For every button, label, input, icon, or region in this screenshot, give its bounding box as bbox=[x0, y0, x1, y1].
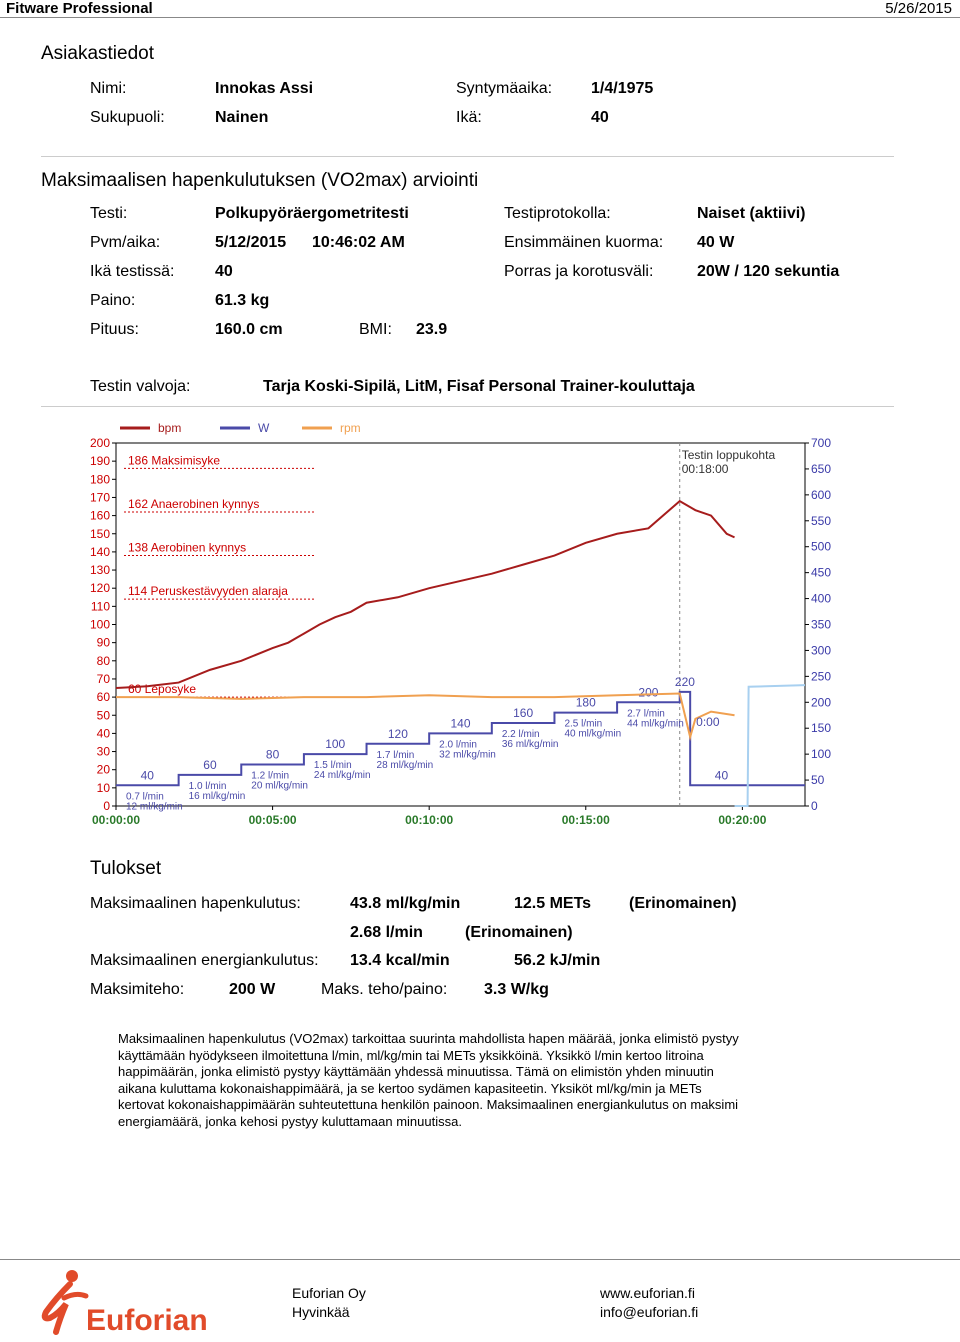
footer-company: Euforian Oy bbox=[292, 1285, 366, 1301]
right-tick-label: 200 bbox=[811, 695, 832, 710]
vo2-annotation-lmin: 0.7 l/min bbox=[126, 791, 164, 803]
test-chart bbox=[80, 415, 840, 835]
name-value: Innokas Assi bbox=[215, 80, 314, 97]
left-tick-label: 90 bbox=[96, 635, 110, 650]
end-value-label: 0:00 bbox=[696, 714, 720, 729]
footer-divider bbox=[0, 1259, 960, 1260]
kcal-value: 13.4 kcal/min bbox=[350, 952, 450, 969]
watt-step-label: 80 bbox=[265, 747, 280, 762]
zone-label: 114 Peruskestävyyden alaraja bbox=[128, 584, 288, 599]
left-tick-label: 200 bbox=[89, 436, 110, 450]
first-load-value: 40 W bbox=[697, 234, 735, 251]
explanation-line: energiamäärä, jonka kehosi pystyy kuluttamaan minuutissa. bbox=[118, 1113, 462, 1129]
step-value: 20W / 120 sekuntia bbox=[697, 263, 840, 280]
watt-step-label: 200 bbox=[638, 685, 659, 700]
vo2-annotation-mlkg: 32 ml/kg/min bbox=[439, 749, 496, 761]
legend-label-bpm: bpm bbox=[158, 421, 182, 435]
vo2-annotation-lmin: 2.7 l/min bbox=[627, 708, 665, 720]
section-divider bbox=[41, 406, 894, 407]
vo2-annotation-lmin: 2.5 l/min bbox=[564, 718, 603, 730]
vo2-annotation-lmin: 1.2 l/min bbox=[251, 770, 290, 782]
left-tick-label: 80 bbox=[96, 653, 110, 668]
report-date: 5/26/2015 bbox=[885, 0, 952, 17]
ratio-label: Maks. teho/paino: bbox=[321, 981, 448, 998]
left-tick-label: 110 bbox=[90, 599, 110, 614]
left-tick-label: 140 bbox=[89, 544, 110, 559]
right-tick-label: 0 bbox=[811, 799, 818, 813]
watt-step-label: 180 bbox=[575, 695, 596, 710]
watt-step-label: 160 bbox=[513, 706, 534, 721]
bmi-value: 23.9 bbox=[416, 321, 448, 338]
vo2-annotation-mlkg: 20 ml/kg/min bbox=[251, 780, 308, 792]
left-tick-label: 160 bbox=[89, 508, 110, 523]
maxpower-label: Maksimiteho: bbox=[90, 981, 185, 998]
name-label: Nimi: bbox=[90, 80, 127, 97]
left-tick-label: 190 bbox=[89, 454, 110, 469]
results-section-title: Tulokset bbox=[90, 858, 162, 879]
left-tick-label: 130 bbox=[89, 563, 110, 578]
footer-website[interactable]: www.euforian.fi bbox=[600, 1285, 695, 1301]
height-value: 160.0 cm bbox=[215, 321, 283, 338]
weight-value: 61.3 kg bbox=[215, 292, 270, 309]
right-tick-label: 50 bbox=[811, 773, 825, 788]
zone-label: 162 Anaerobinen kynnys bbox=[128, 496, 260, 511]
x-tick-label: 00:05:00 bbox=[248, 813, 297, 827]
right-tick-label: 300 bbox=[811, 643, 832, 658]
vo2-annotation-mlkg: 12 ml/kg/min bbox=[126, 801, 183, 813]
explanation-line: aikana kuluttama kokonaishappimäärä, ja se kertoo sydämen kapasiteetin. Yksiköt ml/kg/min ja METs bbox=[118, 1080, 702, 1096]
left-tick-label: 50 bbox=[96, 708, 110, 723]
vo2-annotation-lmin: 1.7 l/min bbox=[376, 749, 415, 761]
left-tick-label: 180 bbox=[89, 472, 110, 487]
time-value: 10:46:02 AM bbox=[312, 234, 405, 251]
right-tick-label: 150 bbox=[811, 721, 832, 736]
left-tick-label: 170 bbox=[89, 490, 110, 505]
protocol-value: Naiset (aktiivi) bbox=[697, 205, 806, 222]
energy-label: Maksimaalinen energiankulutus: bbox=[90, 952, 319, 969]
gender-label: Sukupuoli: bbox=[90, 109, 165, 126]
x-tick-label: 00:10:00 bbox=[405, 813, 454, 827]
euforian-logo bbox=[36, 1268, 208, 1338]
right-tick-label: 600 bbox=[811, 487, 832, 502]
left-tick-label: 30 bbox=[96, 744, 110, 759]
age-value: 40 bbox=[591, 109, 609, 126]
watt-step-label: 100 bbox=[325, 737, 346, 752]
lmin-rating: (Erinomainen) bbox=[465, 924, 573, 941]
left-tick-label: 100 bbox=[89, 617, 110, 632]
explanation-line: Maksimaalinen hapenkulutus (VO2max) tarkoittaa suurinta mahdollista hapen määrää, jonka elimistö pystyy bbox=[118, 1031, 739, 1046]
logo-wordmark: Euforian bbox=[86, 1304, 208, 1337]
watt-step-label: 140 bbox=[450, 716, 471, 731]
right-tick-label: 450 bbox=[811, 565, 832, 580]
height-label: Pituus: bbox=[90, 321, 139, 338]
x-tick-label: 00:00:00 bbox=[91, 813, 141, 827]
vo2-value: 43.8 ml/kg/min bbox=[350, 895, 461, 912]
lmin-value: 2.68 l/min bbox=[350, 924, 423, 941]
protocol-label: Testiprotokolla: bbox=[504, 205, 611, 222]
footer-email[interactable]: info@euforian.fi bbox=[600, 1304, 699, 1320]
end-marker-time: 00:18:00 bbox=[681, 462, 729, 476]
test-age-value: 40 bbox=[215, 263, 233, 280]
maxpower-value: 200 W bbox=[229, 981, 276, 998]
zone-label: 138 Aerobinen kynnys bbox=[128, 540, 247, 555]
vo2-annotation-lmin: 1.0 l/min bbox=[188, 780, 227, 792]
vo2-label: Maksimaalinen hapenkulutus: bbox=[90, 895, 301, 912]
left-tick-label: 120 bbox=[89, 581, 110, 596]
test-age-label: Ikä testissä: bbox=[90, 263, 175, 280]
mets-value: 12.5 METs bbox=[514, 895, 592, 912]
assessment-section-title: Maksimaalisen hapenkulutuksen (VO2max) arviointi bbox=[41, 170, 479, 191]
left-tick-label: 10 bbox=[96, 780, 110, 795]
right-tick-label: 700 bbox=[811, 436, 832, 450]
right-tick-label: 500 bbox=[811, 539, 832, 554]
watt-step-label: 120 bbox=[387, 726, 408, 741]
vo2-annotation-mlkg: 28 ml/kg/min bbox=[376, 759, 434, 771]
vo2-annotation-mlkg: 44 ml/kg/min bbox=[627, 718, 684, 730]
birth-label: Syntymäaika: bbox=[456, 80, 553, 97]
mets-rating: (Erinomainen) bbox=[629, 895, 737, 912]
x-tick-label: 00:15:00 bbox=[561, 813, 610, 827]
vo2-annotation-mlkg: 16 ml/kg/min bbox=[188, 790, 246, 802]
ratio-value: 3.3 W/kg bbox=[484, 981, 549, 998]
datetime-label: Pvm/aika: bbox=[90, 234, 161, 251]
test-label: Testi: bbox=[90, 205, 128, 222]
customer-section-title: Asiakastiedot bbox=[41, 43, 155, 64]
right-tick-label: 650 bbox=[811, 461, 832, 476]
birth-value: 1/4/1975 bbox=[591, 80, 654, 97]
bmi-label: BMI: bbox=[359, 321, 392, 338]
explanation-text bbox=[118, 1031, 808, 1130]
kj-value: 56.2 kJ/min bbox=[514, 952, 601, 969]
vo2-annotation-lmin: 1.5 l/min bbox=[313, 760, 352, 772]
left-tick-label: 40 bbox=[96, 726, 110, 741]
date-value: 5/12/2015 bbox=[215, 234, 287, 251]
gender-value: Nainen bbox=[215, 109, 269, 126]
header-divider bbox=[0, 17, 960, 18]
first-load-label: Ensimmäinen kuorma: bbox=[504, 234, 664, 251]
vo2-annotation-mlkg: 24 ml/kg/min bbox=[313, 770, 371, 782]
app-title: Fitware Professional bbox=[6, 0, 153, 17]
right-tick-label: 400 bbox=[811, 591, 832, 606]
left-tick-label: 60 bbox=[96, 690, 110, 705]
x-tick-label: 00:20:00 bbox=[718, 813, 767, 827]
watt-step-label: 220 bbox=[674, 674, 695, 689]
left-tick-label: 0 bbox=[103, 799, 110, 813]
weight-label: Paino: bbox=[90, 292, 136, 309]
end-marker-label: Testin loppukohta bbox=[681, 448, 776, 462]
legend-label-rpm: rpm bbox=[340, 421, 361, 435]
zone-label: 186 Maksimisyke bbox=[128, 453, 221, 468]
right-tick-label: 100 bbox=[811, 747, 832, 762]
watt-step-label: 40 bbox=[714, 768, 729, 783]
right-tick-label: 550 bbox=[811, 513, 832, 528]
age-label: Ikä: bbox=[456, 109, 482, 126]
right-tick-label: 350 bbox=[811, 617, 832, 632]
watt-step-label: 40 bbox=[140, 768, 154, 783]
right-tick-label: 250 bbox=[811, 669, 832, 684]
step-label: Porras ja korotusväli: bbox=[504, 263, 654, 280]
zone-label: 60 Leposyke bbox=[128, 682, 197, 697]
vo2-annotation-lmin: 2.2 l/min bbox=[501, 729, 540, 741]
vo2-annotation-lmin: 2.0 l/min bbox=[439, 739, 477, 751]
vo2-annotation-mlkg: 40 ml/kg/min bbox=[564, 728, 622, 740]
explanation-line: kertovat kokonaishappimäärän suhteutettuna henkilön painoon. Maksimaalinen energiankulutus on maksimi bbox=[118, 1097, 739, 1112]
footer-city: Hyvinkää bbox=[292, 1304, 350, 1320]
vo2-annotation-mlkg: 36 ml/kg/min bbox=[501, 739, 559, 751]
legend-label-W: W bbox=[258, 421, 270, 435]
left-tick-label: 150 bbox=[89, 526, 110, 541]
test-value: Polkupyöräergometritesti bbox=[215, 205, 409, 222]
supervisor-value: Tarja Koski-Sipilä, LitM, Fisaf Personal Trainer-kouluttaja bbox=[263, 378, 695, 395]
explanation-line: happimäärän, jonka elimistö pystyy käyttämään yhdessä minuutissa. Tämä on elimistön yhden minuutin bbox=[118, 1064, 714, 1079]
section-divider bbox=[41, 156, 894, 157]
left-tick-label: 70 bbox=[96, 671, 110, 686]
explanation-line: käyttämään hyödykseen ilmoitettuna l/min, ml/kg/min tai METs yksikköinä. Yksikkö l/min kertoo litroina bbox=[118, 1047, 704, 1063]
left-tick-label: 20 bbox=[96, 762, 110, 777]
watt-step-label: 60 bbox=[203, 757, 217, 772]
supervisor-label: Testin valvoja: bbox=[90, 378, 191, 395]
